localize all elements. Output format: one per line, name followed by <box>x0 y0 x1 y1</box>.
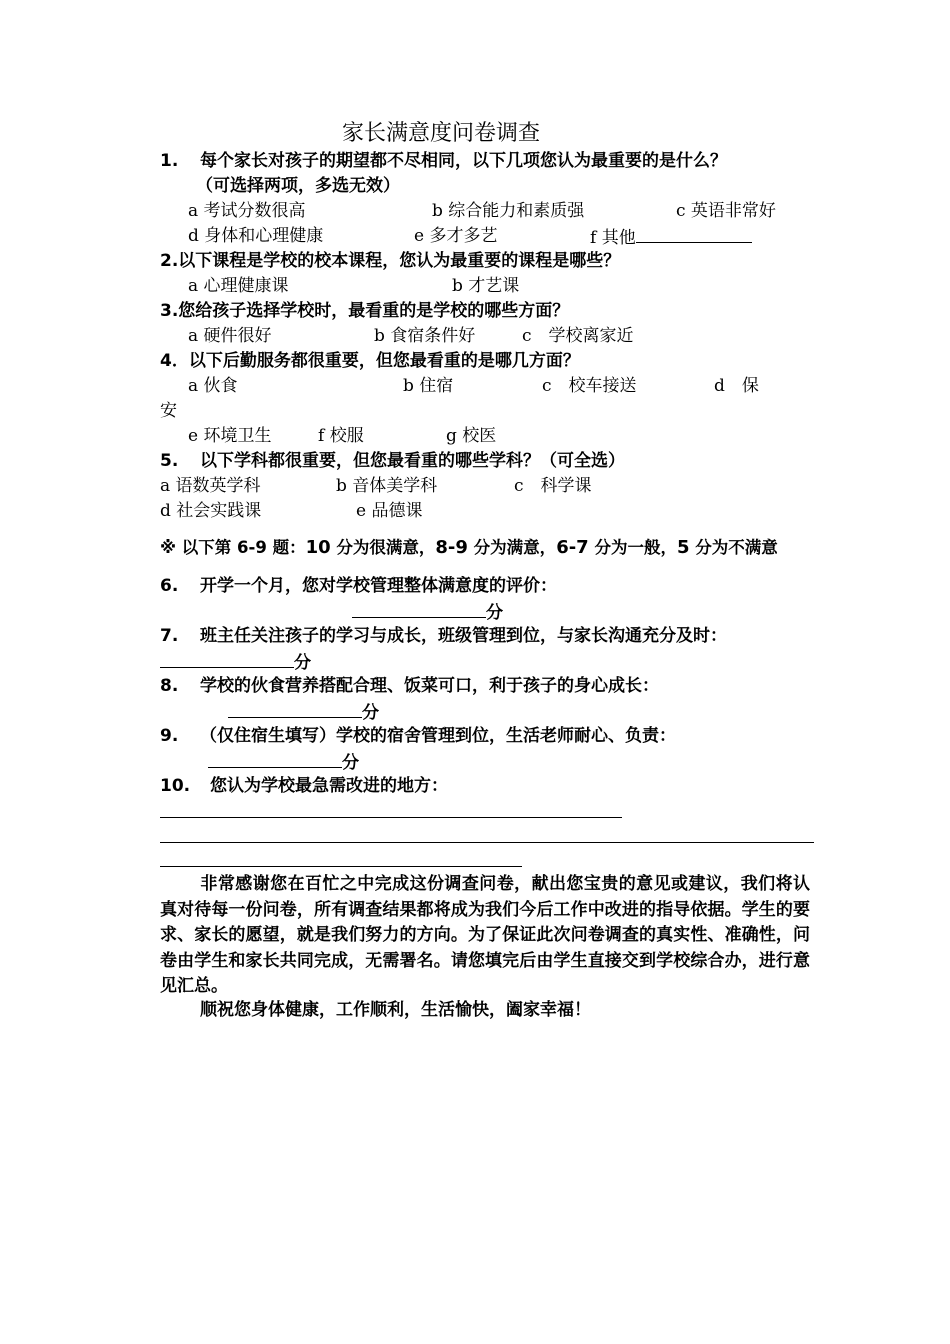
q1-option-f-label: f 其他 <box>590 228 636 248</box>
score-6-7-label: 分为一般， <box>588 538 677 557</box>
closing-wishes-text: 顺祝您身体健康，工作顺利，生活愉快，阖家幸福！ <box>200 1000 591 1020</box>
q9-text: （仅住宿生填写）学校的宿舍管理到位，生活老师耐心、负责： <box>200 726 676 746</box>
q3-option-a[interactable]: a 硬件很好 <box>188 326 272 346</box>
q3-option-c[interactable]: c 学校离家近 <box>522 326 634 346</box>
q1-option-a[interactable]: a 考试分数很高 <box>188 201 306 221</box>
q1-note: （可选择两项，多选无效） <box>196 176 400 196</box>
q5-number: 5. <box>160 451 179 471</box>
q1-number: 1. <box>160 151 179 171</box>
q7-answer[interactable] <box>160 650 311 674</box>
q5-option-d[interactable]: d 社会实践课 <box>160 501 262 521</box>
q1-option-e[interactable]: e 多才多艺 <box>414 226 498 246</box>
q2-option-b[interactable]: b 才艺课 <box>452 276 520 296</box>
q1-option-c[interactable]: c 英语非常好 <box>676 201 776 221</box>
q9-score-field[interactable] <box>208 750 342 768</box>
q4-text: 4．以下后勤服务都很重要，但您最看重的是哪几方面？ <box>160 351 580 371</box>
page-title: 家长满意度问卷调查 <box>342 121 541 146</box>
score-8-9-label: 分为满意， <box>467 538 557 557</box>
q8-text: 学校的伙食营养搭配合理、饭菜可口，利于孩子的身心成长： <box>200 676 659 696</box>
scoring-note <box>160 537 778 559</box>
closing-wishes <box>160 998 810 1024</box>
scoring-note-prefix: ※ 以下第 6-9 题： <box>160 538 306 557</box>
q3-text: 3.您给孩子选择学校时，最看重的是学校的哪些方面？ <box>160 301 570 321</box>
q10-answer-line-1[interactable] <box>160 817 622 818</box>
score-6-7: 6-7 <box>556 537 589 558</box>
q5-option-a[interactable]: a 语数英学科 <box>160 476 261 496</box>
q8-number: 8. <box>160 676 179 696</box>
q7-text: 班主任关注孩子的学习与成长，班级管理到位，与家长沟通充分及时： <box>200 626 727 646</box>
q9-number: 9. <box>160 726 179 746</box>
closing-paragraph <box>160 872 810 1000</box>
q8-answer[interactable] <box>228 700 379 724</box>
q7-score-field[interactable] <box>160 650 294 668</box>
score-5-label: 分为不满意 <box>689 538 778 557</box>
q1-option-f[interactable] <box>590 225 752 249</box>
q10-answer-line-2[interactable] <box>160 842 814 843</box>
score-10-label: 分为很满意， <box>330 538 436 557</box>
score-8-9: 8-9 <box>435 537 468 558</box>
q7-number: 7. <box>160 626 179 646</box>
score-10: 10 <box>305 537 331 558</box>
q1-option-b[interactable]: b 综合能力和素质强 <box>432 201 585 221</box>
q6-score-field[interactable] <box>352 600 486 618</box>
q8-score-field[interactable] <box>228 700 362 718</box>
q6-answer[interactable] <box>352 600 503 624</box>
q9-answer[interactable] <box>208 750 359 774</box>
q4-option-d-wrap[interactable]: 安 <box>160 401 177 421</box>
q5-option-c[interactable]: c 科学课 <box>514 476 592 496</box>
q10-answer-line-3[interactable] <box>160 866 522 867</box>
q1-other-field[interactable] <box>636 225 752 243</box>
q4-option-a[interactable]: a 伙食 <box>188 376 238 396</box>
q5-text: 以下学科都很重要，但您最看重的哪些学科？（可全选） <box>200 451 625 471</box>
q4-option-c[interactable]: c 校车接送 <box>542 376 637 396</box>
q5-option-b[interactable]: b 音体美学科 <box>336 476 438 496</box>
q10-number: 10. <box>160 776 191 796</box>
q5-option-e[interactable]: e 品德课 <box>356 501 423 521</box>
closing-text: 非常感谢您在百忙之中完成这份调查问卷，献出您宝贵的意见或建议，我们将认真对待每一份问卷，所有调查结果都将成为我们今后工作中改进的指导依据。学生的要求、家长的愿望，就是我们努力的方向。为了保证此次问卷调查的真实性、准确性，问卷由学生和家长共同完成，无需署名。请您填完后由学生直接交到学校综合办，进行意见汇总。 <box>160 874 810 996</box>
q9-unit: 分 <box>342 753 359 773</box>
q2-option-a[interactable]: a 心理健康课 <box>188 276 289 296</box>
q1-option-d[interactable]: d 身体和心理健康 <box>188 226 324 246</box>
q6-text: 开学一个月，您对学校管理整体满意度的评价： <box>200 576 557 596</box>
q4-option-f[interactable]: f 校服 <box>318 426 364 446</box>
q3-option-b[interactable]: b 食宿条件好 <box>374 326 476 346</box>
q10-text: 您认为学校最急需改进的地方： <box>210 776 448 796</box>
q4-option-d[interactable]: d 保 <box>714 376 759 396</box>
q6-unit: 分 <box>486 603 503 623</box>
q4-option-b[interactable]: b 住宿 <box>403 376 454 396</box>
q6-number: 6. <box>160 576 179 596</box>
q4-option-g[interactable]: g 校医 <box>446 426 497 446</box>
q1-text: 每个家长对孩子的期望都不尽相同，以下几项您认为最重要的是什么？ <box>200 151 727 171</box>
score-5: 5 <box>676 537 690 558</box>
q2-text: 2.以下课程是学校的校本课程，您认为最重要的课程是哪些？ <box>160 251 621 271</box>
q7-unit: 分 <box>294 653 311 673</box>
q8-unit: 分 <box>362 703 379 723</box>
q4-option-e[interactable]: e 环境卫生 <box>188 426 272 446</box>
